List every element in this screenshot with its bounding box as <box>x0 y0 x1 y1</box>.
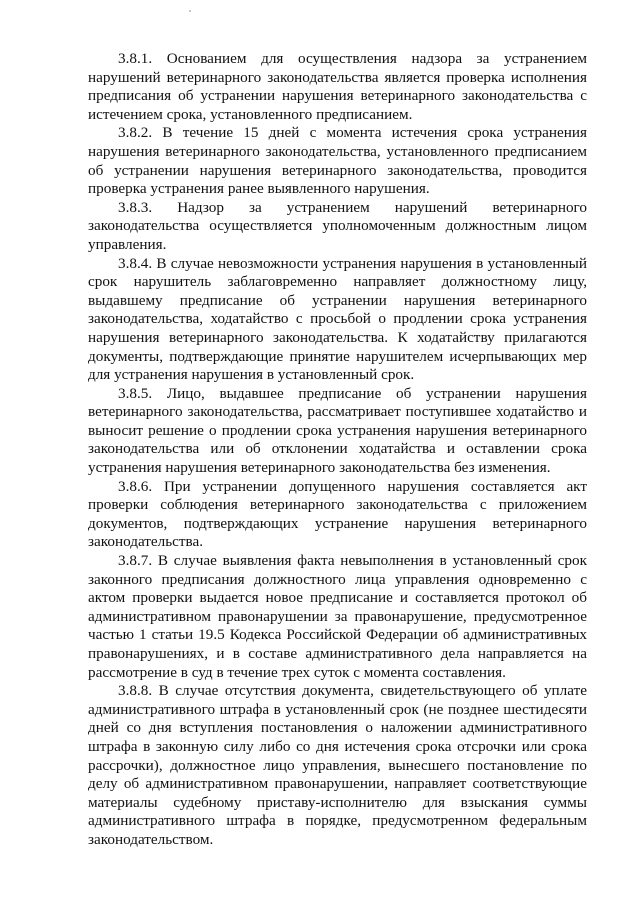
scan-mark <box>189 10 191 12</box>
document-body <box>88 50 587 850</box>
paragraph-3-8-7: 3.8.7. В случае выявления факта невыполнения в установленный срок законного предписания должностного лица управления одновременно с актом проверки выдается новое предписание и составляется протокол об административном правонарушении за правонарушение, предусмотренное частью 1 статьи 19.5 Кодекса Российской Федерации об административных правонарушениях, и в составе административного дела направляется на рассмотрение в суд в течение трех суток с момента составления. <box>88 552 587 681</box>
paragraph-3-8-8: 3.8.8. В случае отсутствия документа, свидетельствующего об уплате административного штрафа в установленный срок (не позднее шестидесяти дней со дня вступления постановления о наложении административного штрафа в законную силу либо со дня истечения срока отсрочки или срока рассрочки), должностное лицо управления, вынесшего постановление по делу об административном правонарушении, направляет соответствующие материалы судебному приставу-исполнителю для взыскания суммы административного штрафа в порядке, предусмотренном федеральным законодательством. <box>88 682 587 848</box>
paragraph-3-8-1: 3.8.1. Основанием для осуществления надзора за устранением нарушений ветеринарного законодательства является проверка исполнения предписания об устранении нарушения ветеринарного законодательства с истечением срока, установленного предписанием. <box>88 50 587 123</box>
paragraph-3-8-2: 3.8.2. В течение 15 дней с момента истечения срока устранения нарушения ветеринарного законодательства, установленного предписанием об устранении нарушения ветеринарного законодательства, проводится проверка устранения ранее выявленного нарушения. <box>88 124 587 198</box>
paragraph-3-8-3: 3.8.3. Надзор за устранением нарушений ветеринарного законодательства осуществляется уполномоченным должностным лицом управления. <box>88 198 587 253</box>
paragraph-3-8-4: 3.8.4. В случае невозможности устранения нарушения в установленный срок нарушитель заблаговременно направляет должностному лицу, выдавшему предписание об устранении нарушения ветеринарного законодательства, ходатайство с просьбой о продлении срока устранения нарушения ветеринарного законодательства. К ходатайству прилагаются документы, подтверждающие принятие нарушителем исчерпывающих мер для устранения нарушения в установленный срок. <box>88 254 587 384</box>
paragraph-3-8-6: 3.8.6. При устранении допущенного нарушения составляется акт проверки соблюдения ветеринарного законодательства с приложением документов, подтверждающих устранение нарушения ветеринарного законодательства. <box>88 477 587 551</box>
paragraph-3-8-5: 3.8.5. Лицо, выдавшее предписание об устранении нарушения ветеринарного законодательства, рассматривает поступившее ходатайство и выносит решение о продлении срока устранения нарушения ветеринарного законодательства или об отклонении ходатайства и оставлении срока устранения нарушения ветеринарного законодательства без изменения. <box>88 384 587 477</box>
